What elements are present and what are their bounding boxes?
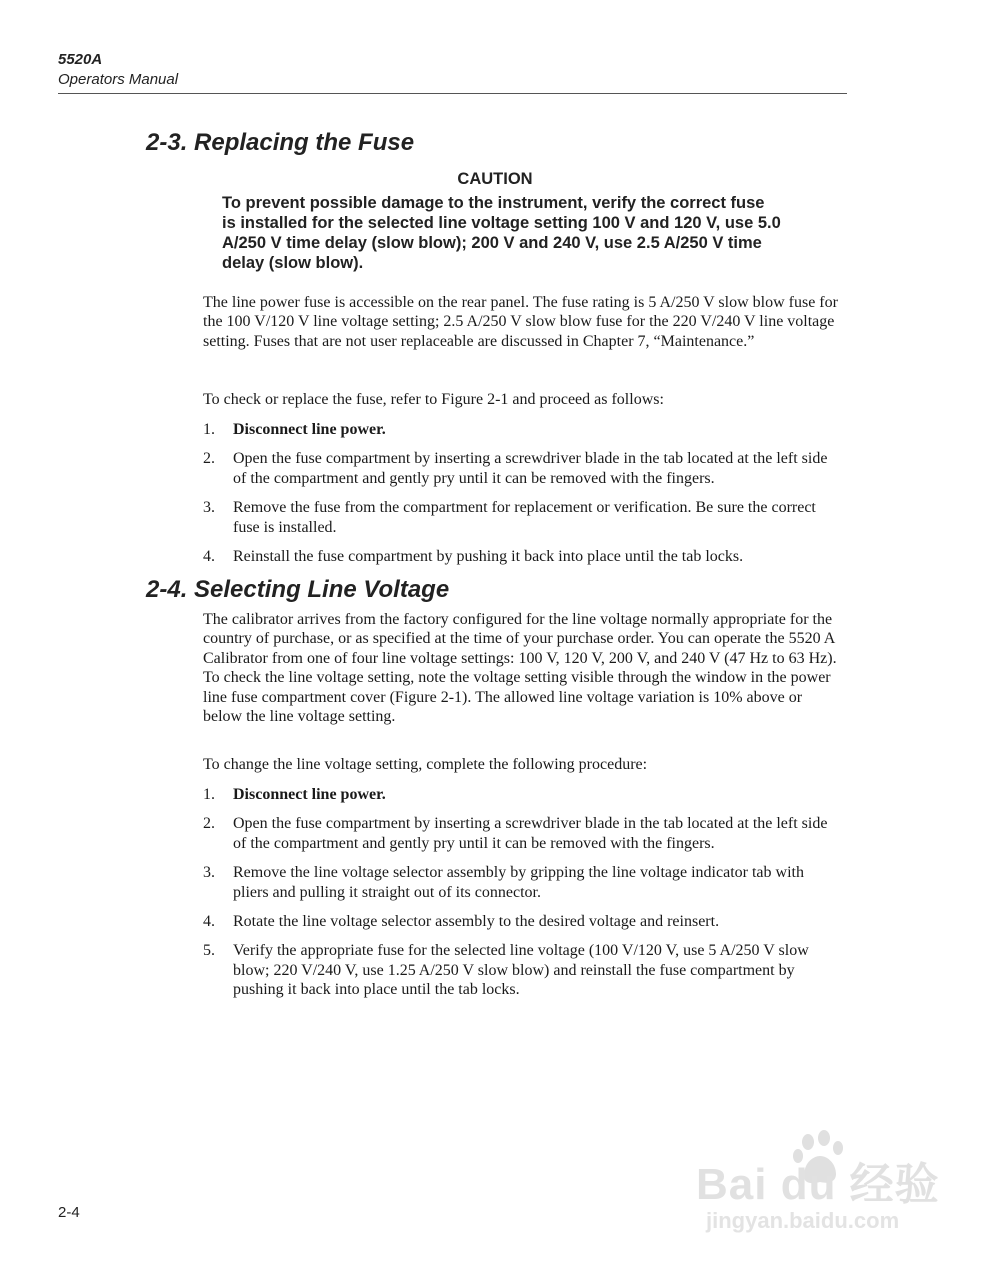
section-heading-line-voltage: 2-4. Selecting Line Voltage [146,576,450,603]
step-text: Disconnect line power. [233,786,386,803]
step-text: Open the fuse compartment by inserting a screwdriver blade in the tab located at the left side of the compartment and gently pry until it can be removed with the fingers. [233,815,828,852]
voltage-procedure-intro: To change the line voltage setting, complete the following procedure: [203,756,648,773]
list-item [203,420,843,439]
step-number: 1. [203,786,215,803]
list-item [203,547,843,566]
baidu-watermark [690,1128,940,1243]
page-number: 2-4 [58,1204,80,1221]
step-number: 3. [203,864,215,882]
list-item [203,863,843,902]
step-text: Rotate the line voltage selector assembly to the desired voltage and reinsert. [233,913,720,931]
step-text: Disconnect line power. [233,421,386,438]
step-text: Remove the fuse from the compartment for replacement or verification. Be sure the correct fuse is installed. [233,499,816,536]
step-text: Verify the appropriate fuse for the selected line voltage (100 V/120 V, use 5 A/250 V slow blow; 220 V/240 V, use 1.25 A/250 V slow blow) and reinstall the fuse compartment by pushing it back into place until the tab locks. [233,942,809,999]
voltage-intro-paragraph: The calibrator arrives from the factory configured for the line voltage normally appropriate for the country of purchase, or as specified at the time of your purchase order. You can operate the 5520 A Calibrator from one of four line voltage settings: 100 V, 120 V, 200 V, and 240 V (47 Hz to 63 Hz). To check the line voltage setting, note the voltage setting visible through the window in the power line fuse compartment cover (Figure 2-1). The allowed line voltage variation is 10% above or below the line voltage setting. [203,611,837,726]
step-number: 5. [203,942,215,960]
list-item [203,498,843,537]
fuse-procedure-intro: To check or replace the fuse, refer to Figure 2-1 and proceed as follows: [203,391,664,408]
header-title: Operators Manual [58,71,179,88]
page-header [58,50,178,90]
step-text: Remove the line voltage selector assembly by gripping the line voltage indicator tab with pliers and pulling it straight out of its connector. [233,864,804,901]
caution-title: CAUTION [457,170,533,188]
step-text: Open the fuse compartment by inserting a screwdriver blade in the tab located at the left side of the compartment and gently pry until it can be removed with the fingers. [233,450,828,487]
step-number: 4. [203,913,215,931]
list-item [203,814,843,853]
step-number: 1. [203,421,215,438]
header-model: 5520A [58,51,103,68]
step-number: 2. [203,450,215,468]
list-item [203,785,843,804]
list-item [203,941,843,999]
step-number: 2. [203,815,215,833]
list-item [203,912,843,931]
caution-text: To prevent possible damage to the instrument, verify the correct fuse is installed for the selected line voltage setting 100 V and 120 V, use 5.0 A/250 V time delay (slow blow); 200 V and 240 V, use 2.5 A/250 V time delay (slow blow). [222,194,781,272]
watermark-logo: Bai du 经验 [696,1160,940,1209]
header-divider [58,93,847,94]
list-item [203,449,843,488]
section-heading-replacing-fuse: 2-3. Replacing the Fuse [146,129,415,156]
fuse-intro-paragraph: The line power fuse is accessible on the rear panel. The fuse rating is 5 A/250 V slow blow fuse for the 100 V/120 V line voltage setting; 2.5 A/250 V slow blow fuse for the 220 V/240 V line voltage setting. Fuses that are not user replaceable are discussed in Chapter 7, “Maintenance.” [203,294,838,350]
fuse-steps-list [203,420,843,576]
step-number: 4. [203,548,215,566]
voltage-steps-list [203,785,843,1010]
step-text: Reinstall the fuse compartment by pushing it back into place until the tab locks. [233,548,744,566]
step-number: 3. [203,499,215,517]
watermark-url: jingyan.baidu.com [706,1208,900,1233]
